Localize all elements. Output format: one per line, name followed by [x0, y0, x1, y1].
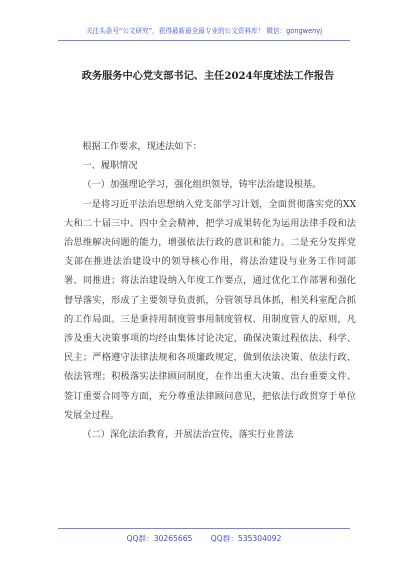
footer-divider	[58, 528, 350, 529]
header-divider	[58, 40, 350, 41]
subsection-heading: （一）加强理论学习，强化组织领导，铸牢法治建设根基。	[82, 179, 322, 191]
section-heading: 一、履职情况	[82, 160, 138, 172]
paragraph-intro: 根据工作要求，现述法如下：	[82, 141, 202, 152]
footer	[0, 533, 408, 544]
document-title: 政务服务中心党支部书记、主任2024年度述法工作报告	[81, 70, 335, 82]
document-body	[64, 137, 356, 444]
paragraph-body: 一是将习近平法治思想纳入党支部学习计划，全面贯彻落实党的XX大和二十届三中、四中全会精神，把学习成果转化为运用法律手段和法治思维解决问题的能力，增强依法行政的意识和能力。二是充分发挥党支部在推进法治建设中的领导核心作用，将法治建设与业务工作同部署、同推进；将法治建设纳入年度工作要点，通过优化工作部署和强化督导落实，形成了主要领导负责抓，分管领导具体抓，相关科室配合抓的工作局面。三是秉持用制度管事用制度管权、用制度管人的原则，凡涉及重大决策事项的均经由集体讨论决定，确保决策过程依法、科学、民主；严格遵守法律法规和各项廉政规定，做到依法决策、依法行政、依法管理；积极落实法律顾问制度，在作出重大决策、出台重要文件、签订重要合同等方面，充分尊重法律顾问意见，把依法行政贯穿于单位发展全过程。	[64, 198, 356, 421]
footer-qq-group-1: QQ群：30265665	[126, 534, 193, 543]
subsection-heading-2: （二）深化法治教育，开展法治宣传，落实行业普法	[82, 429, 294, 441]
header-note: 关注头条号“公文研究”，获得最新最全最专业的公文资料库！ 微信：gongwenyj	[85, 27, 323, 35]
footer-qq-group-2: QQ群：535304092	[210, 534, 282, 543]
